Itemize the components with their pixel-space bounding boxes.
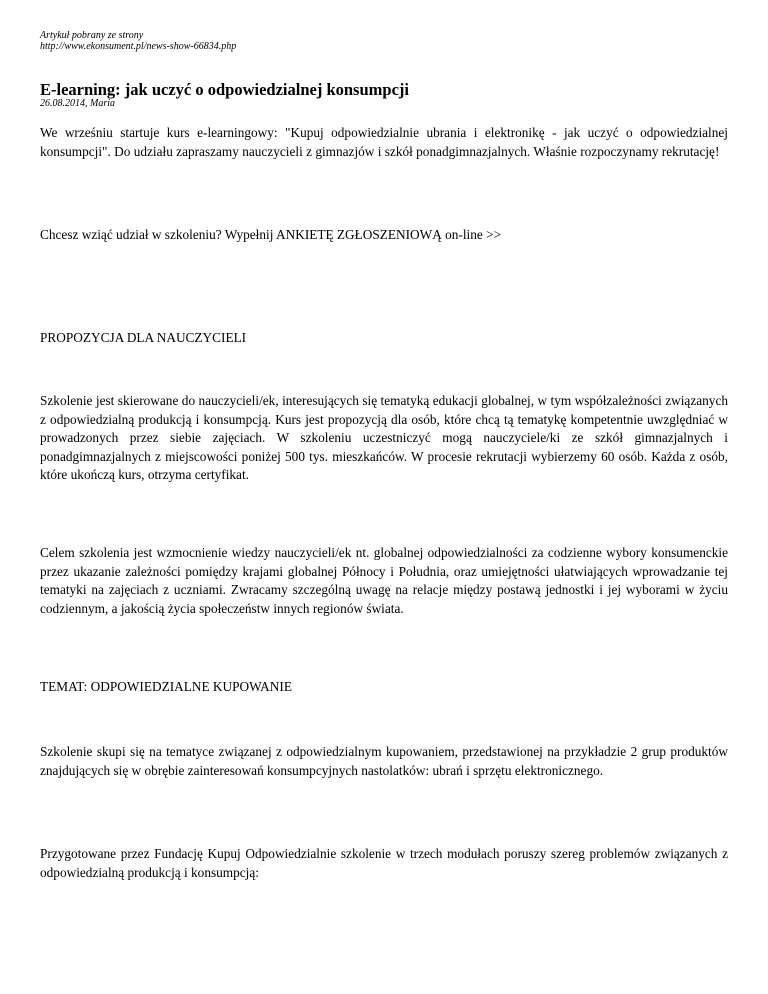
section-heading-proposal: PROPOZYCJA DLA NAUCZYCIELI [40,330,247,345]
paragraph-signup: Chcesz wziąć udział w szkoleniu? Wypełnij ANKIETĘ ZGŁOSZENIOWĄ on-line >> [40,227,502,242]
section-heading-topic: TEMAT: ODPOWIEDZIALNE KUPOWANIE [40,679,292,694]
paragraph-modules: Przygotowane przez Fundację Kupuj Odpowiedzialnie szkolenie w trzech modułach poruszy szereg problemów związanych z odpowiedzialną produkcją i konsumpcją: [40,846,728,880]
article-title: E-learning: jak uczyć o odpowiedzialnej konsumpcji [40,80,409,99]
paragraph-topic: Szkolenie skupi się na tematyce związanej z odpowiedzialnym kupowaniem, przedstawionej na przykładzie 2 grup produktów znajdujących się w obrębie zainteresowań konsumpcyjnych nastolatków: ubrań i sprzętu elektronicznego. [40,744,728,778]
source-label: Artykuł pobrany ze strony [40,30,144,41]
paragraph-target-audience: Szkolenie jest skierowane do nauczycieli/ek, interesujących się tematyką edukacji globalnej, w tym współzależności związanych z odpowiedzialną produkcją i konsumpcją. Kurs jest propozycją dla osób, które chcą tą tematykę kompetentnie uwzględniać w prowadzonych przez siebie zajęciach. W szkoleniu uczestniczyć mogą nauczyciele/ki ze szkół gimnazjalnych i ponadgimnazjalnych z miejscowości poniżej 500 tys. mieszkańców. W procesie rekrutacji wybierzemy 60 osób. Każda z osób, które ukończą kurs, otrzyma certyfikat. [40,393,728,482]
source-info [40,30,236,52]
paragraph-goal: Celem szkolenia jest wzmocnienie wiedzy nauczycieli/ek nt. globalnej odpowiedzialności za codzienne wybory konsumenckie przez ukazanie zależności pomiędzy krajami globalnej Północy i Południa, oraz umiejętności ułatwiających wprowadzanie tej tematyki na zajęciach z uczniami. Zwracamy szczególną uwagę na relacje między postawą jednostki i jej wyborami w życiu codziennym, a jakością życia społeczeństw innych regionów świata. [40,545,728,616]
source-url: http://www.ekonsument.pl/news-show-66834.php [40,41,237,52]
article-meta: 26.08.2014, Maria [40,98,115,109]
paragraph-intro: We wrześniu startuje kurs e-learningowy: "Kupuj odpowiedzialnie ubrania i elektronikę - jak uczyć o odpowiedzialnej konsumpcji". Do udziału zapraszamy nauczycieli z gimnazjów i szkół ponadgimnazjalnych. Właśnie rozpoczynamy rekrutację! [40,125,728,159]
